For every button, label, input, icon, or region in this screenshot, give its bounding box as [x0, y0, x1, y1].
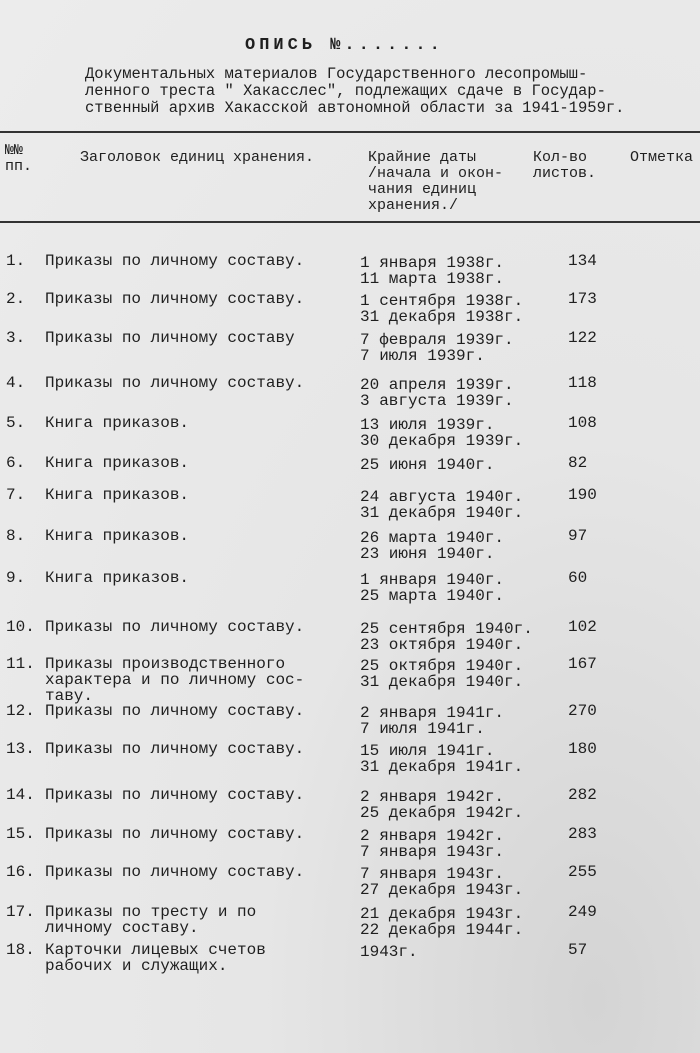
row-title: Приказы по личному составу.	[45, 618, 305, 636]
row-number: 8.	[6, 527, 26, 545]
row-sheet-count: 57	[568, 941, 588, 959]
row-title: Приказы по тресту и по личному составу.	[45, 903, 257, 937]
row-sheet-count: 282	[568, 786, 597, 804]
row-sheet-count: 134	[568, 252, 597, 270]
row-dates: 2 января 1942г. 25 декабря 1942г.	[360, 788, 524, 822]
document-title: ОПИСЬ №.......	[245, 36, 444, 55]
row-number: 1.	[6, 252, 26, 270]
row-dates: 25 октября 1940г. 31 декабря 1940г.	[360, 657, 524, 691]
row-number: 16.	[6, 863, 35, 881]
row-dates: 2 января 1942г. 7 января 1943г.	[360, 827, 505, 861]
header-count: Кол-во листов.	[533, 149, 597, 182]
row-number: 9.	[6, 569, 26, 587]
header-num: №№ пп.	[5, 142, 33, 175]
row-number: 5.	[6, 414, 26, 432]
row-sheet-count: 102	[568, 618, 597, 636]
row-dates: 15 июля 1941г. 31 декабря 1941г.	[360, 742, 524, 776]
row-number: 11.	[6, 655, 35, 673]
row-number: 6.	[6, 454, 26, 472]
row-dates: 26 марта 1940г. 23 июня 1940г.	[360, 529, 505, 563]
row-sheet-count: 167	[568, 655, 597, 673]
row-number: 7.	[6, 486, 26, 504]
row-dates: 20 апреля 1939г. 3 августа 1939г.	[360, 376, 514, 410]
row-sheet-count: 122	[568, 329, 597, 347]
row-number: 14.	[6, 786, 35, 804]
row-number: 17.	[6, 903, 35, 921]
row-dates: 2 января 1941г. 7 июля 1941г.	[360, 704, 505, 738]
row-number: 3.	[6, 329, 26, 347]
row-number: 10.	[6, 618, 35, 636]
row-sheet-count: 118	[568, 374, 597, 392]
row-dates: 1 января 1938г. 11 марта 1938г.	[360, 254, 505, 288]
row-number: 18.	[6, 941, 35, 959]
row-title: Приказы по личному составу.	[45, 252, 305, 270]
row-dates: 24 августа 1940г. 31 декабря 1940г.	[360, 488, 524, 522]
row-sheet-count: 255	[568, 863, 597, 881]
row-dates: 1943г.	[360, 943, 418, 961]
header-bottom-rule	[0, 221, 700, 223]
row-title: Книга приказов.	[45, 527, 190, 545]
row-sheet-count: 180	[568, 740, 597, 758]
row-dates: 25 июня 1940г.	[360, 456, 495, 474]
row-title: Приказы производственного характера и по личному сос- таву.	[45, 655, 305, 705]
row-title: Приказы по личному составу.	[45, 863, 305, 881]
row-sheet-count: 108	[568, 414, 597, 432]
row-number: 15.	[6, 825, 35, 843]
row-title: Книга приказов.	[45, 454, 190, 472]
row-dates: 21 декабря 1943г. 22 декабря 1944г.	[360, 905, 524, 939]
row-number: 12.	[6, 702, 35, 720]
row-sheet-count: 283	[568, 825, 597, 843]
header-note: Отметка	[630, 149, 694, 166]
row-sheet-count: 82	[568, 454, 588, 472]
row-sheet-count: 270	[568, 702, 597, 720]
row-title: Приказы по личному составу	[45, 329, 295, 347]
document-description: Документальных материалов Государственного лесопромыш- ленного треста " Хакасслес", подлежащих сдаче в Государ- ственный архив Хакасской автономной области за 1941-1959г.	[85, 65, 625, 117]
row-dates: 25 сентября 1940г. 23 октября 1940г.	[360, 620, 533, 654]
row-sheet-count: 60	[568, 569, 588, 587]
row-dates: 1 января 1940г. 25 марта 1940г.	[360, 571, 505, 605]
row-dates: 1 сентября 1938г. 31 декабря 1938г.	[360, 292, 524, 326]
row-number: 4.	[6, 374, 26, 392]
row-dates: 7 февраля 1939г. 7 июля 1939г.	[360, 331, 514, 365]
row-title: Приказы по личному составу.	[45, 740, 305, 758]
row-title: Книга приказов.	[45, 486, 190, 504]
header-top-rule	[0, 131, 700, 133]
row-title: Приказы по личному составу.	[45, 702, 305, 720]
row-title: Книга приказов.	[45, 569, 190, 587]
row-title: Приказы по личному составу.	[45, 374, 305, 392]
row-title: Приказы по личному составу.	[45, 786, 305, 804]
header-dates: Крайние даты /начала и окон- чания единиц хранения./	[368, 149, 504, 214]
row-sheet-count: 190	[568, 486, 597, 504]
row-sheet-count: 173	[568, 290, 597, 308]
row-dates: 13 июля 1939г. 30 декабря 1939г.	[360, 416, 524, 450]
header-title: Заголовок единиц хранения.	[80, 149, 315, 166]
row-sheet-count: 249	[568, 903, 597, 921]
row-title: Приказы по личному составу.	[45, 290, 305, 308]
row-title: Книга приказов.	[45, 414, 190, 432]
row-number: 13.	[6, 740, 35, 758]
row-title: Приказы по личному составу.	[45, 825, 305, 843]
row-title: Карточки лицевых счетов рабочих и служащих.	[45, 941, 266, 975]
row-sheet-count: 97	[568, 527, 588, 545]
row-number: 2.	[6, 290, 26, 308]
row-dates: 7 января 1943г. 27 декабря 1943г.	[360, 865, 524, 899]
